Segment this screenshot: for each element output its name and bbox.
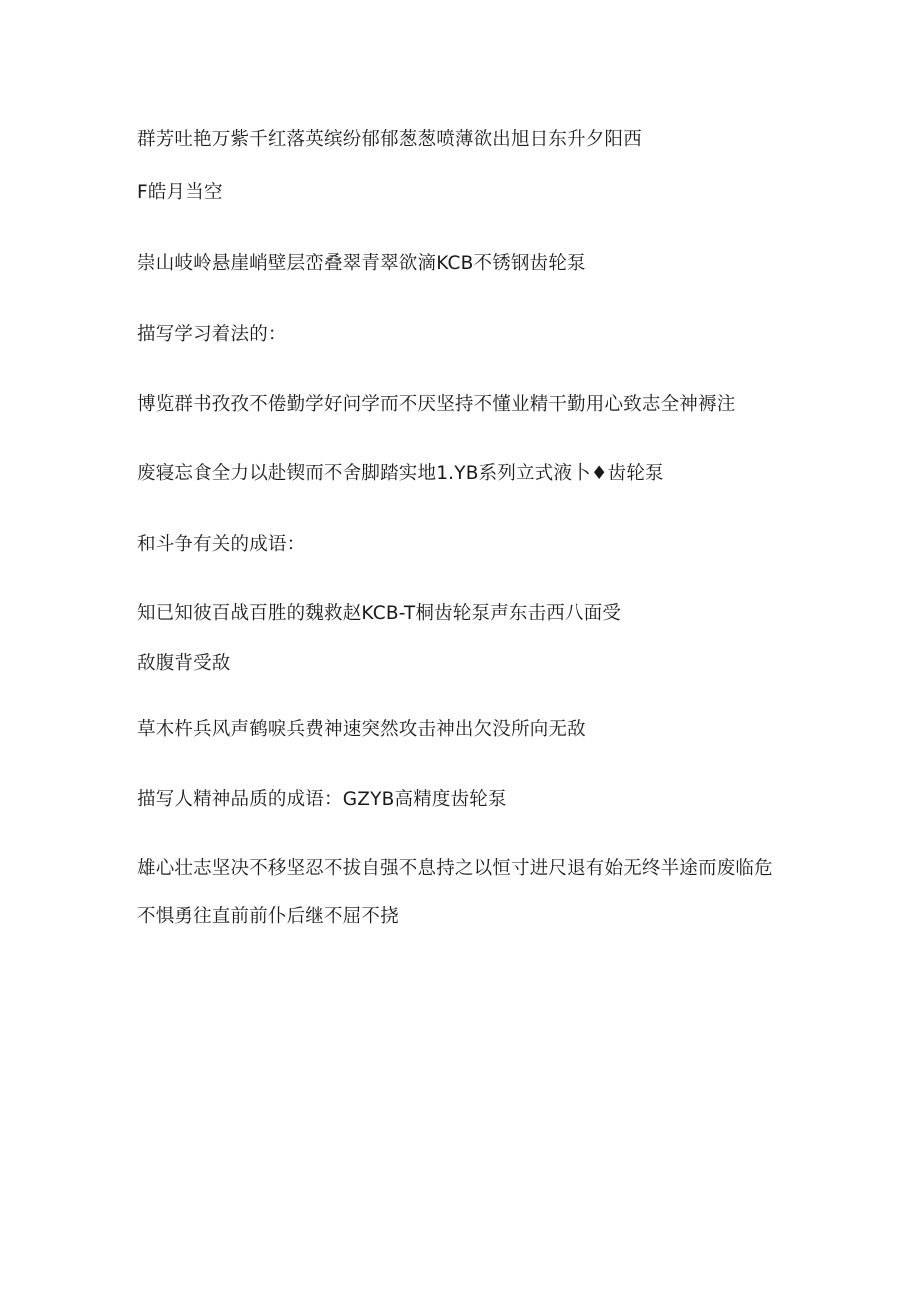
section-heading-spirit: 描写人精神品质的成语：GZYB高精度齿轮泵	[137, 789, 507, 810]
text-line-8: 知已知彼百战百胜的魏救赵KCB-T桐齿轮泵声东击西八面受	[137, 603, 622, 624]
text-line-3: 崇山岐岭悬崖峭壁层峦叠翠青翠欲滴KCB不锈钢齿轮泵	[137, 253, 586, 274]
text-line-10: 草木杵兵风声鹤唳兵费神速突然攻击神出欠没所向无敌	[137, 719, 586, 740]
section-heading-struggle: 和斗争有关的成语：	[137, 534, 306, 555]
text-line-13: 不惧勇往直前前仆后继不屈不挠	[137, 906, 399, 927]
text-line-9: 敌腹背受敌	[137, 653, 231, 674]
text-line-2: F皓月当空	[137, 182, 223, 203]
text-line-1: 群芳吐艳万紫千红落英缤纷郁郁葱葱喷薄欲出旭日东升夕阳西	[137, 129, 642, 150]
text-line-12: 雄心壮志坚决不移坚忍不拔自强不息持之以恒寸进尺退有始无终半途而废临危	[137, 858, 773, 879]
text-line-6: 废寝忘食全力以赴锲而不舍脚踏实地1.YB系列立式液卜♦齿轮泵	[137, 463, 664, 484]
text-line-5: 博览群书孜孜不倦勤学好问学而不厌坚持不懂业精干勤用心致志全神褥注	[137, 394, 736, 415]
section-heading-study: 描写学习着法的：	[137, 324, 287, 345]
